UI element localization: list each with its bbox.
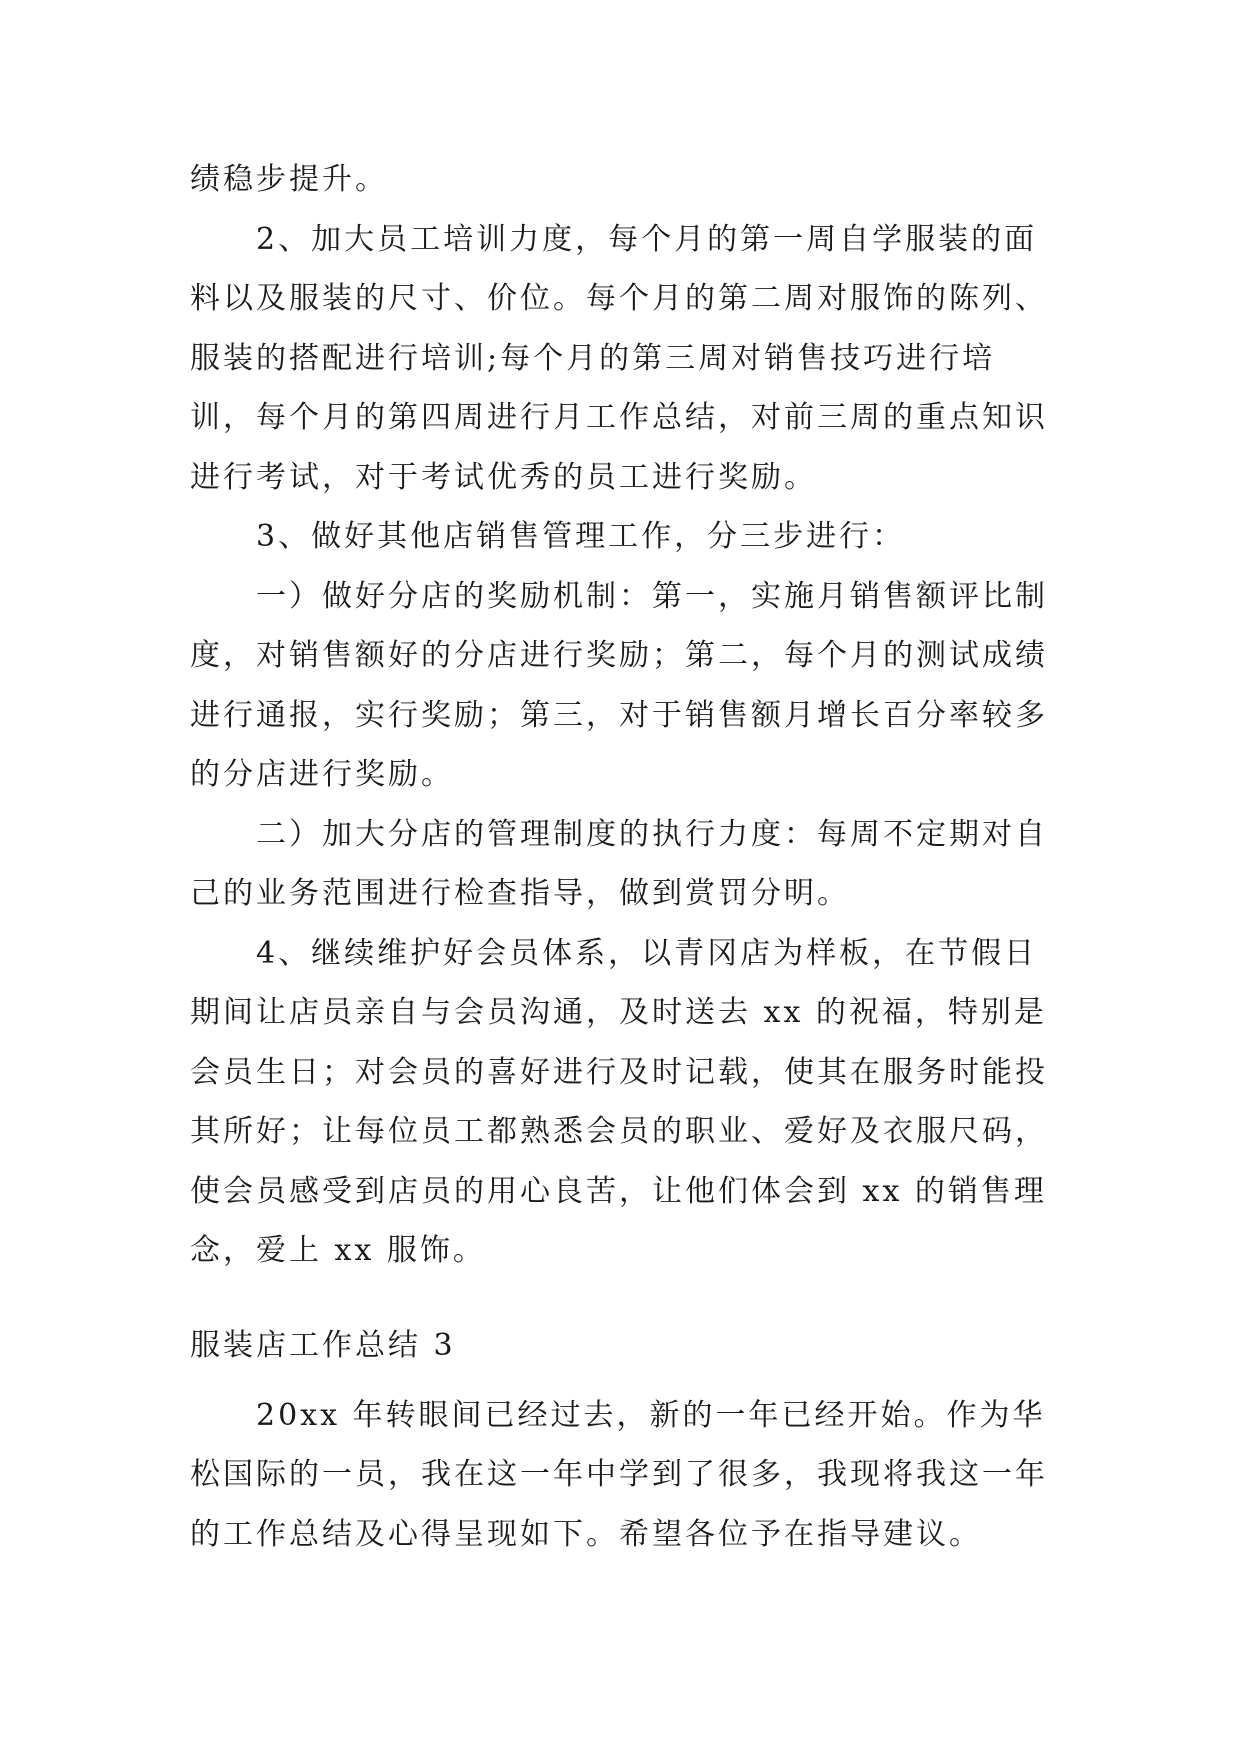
- paragraph-intro: 20xx 年转眼间已经过去，新的一年已经开始。作为华松国际的一员，我在这一年中学到了很多，我现将我这一年的工作总结及心得呈现如下。希望各位予在指导建议。: [190, 1397, 1048, 1552]
- section-title: 服装店工作总结 3: [190, 1328, 456, 1363]
- paragraph-item-4: 4、继续维护好会员体系，以青冈店为样板，在节假日期间让店员亲自与会员沟通，及时送去 xx 的祝福，特别是会员生日；对会员的喜好进行及时记载，使其在服务时能投其所好；让每位员工都熟悉会员的职业、爱好及衣服尺码，使会员感受到店员的用心良苦，让他们体会到 xx 的销售理念，爱上 xx 服饰。: [190, 935, 1048, 1268]
- paragraph-subitem-1: 一）做好分店的奖励机制：第一，实施月销售额评比制度，对销售额好的分店进行奖励；第二，每个月的测试成绩进行通报，实行奖励；第三，对于销售额月增长百分率较多的分店进行奖励。: [190, 578, 1048, 792]
- body-text-block: [190, 150, 1060, 1281]
- paragraph-item-2: 2、加大员工培训力度，每个月的第一周自学服装的面料以及服装的尺寸、价位。每个月的第二周对服饰的陈列、服装的搭配进行培训;每个月的第三周对销售技巧进行培训，每个月的第四周进行月工作总结，对前三周的重点知识进行考试，对于考试优秀的员工进行奖励。: [190, 221, 1048, 495]
- paragraph-item-3: 3、做好其他店销售管理工作，分三步进行：: [256, 519, 906, 554]
- section-3-block: [190, 1316, 1060, 1564]
- paragraph-continuation: 绩稳步提升。: [190, 162, 388, 197]
- paragraph-subitem-2: 二）加大分店的管理制度的执行力度：每周不定期对自己的业务范围进行检查指导，做到赏罚分明。: [190, 816, 1048, 911]
